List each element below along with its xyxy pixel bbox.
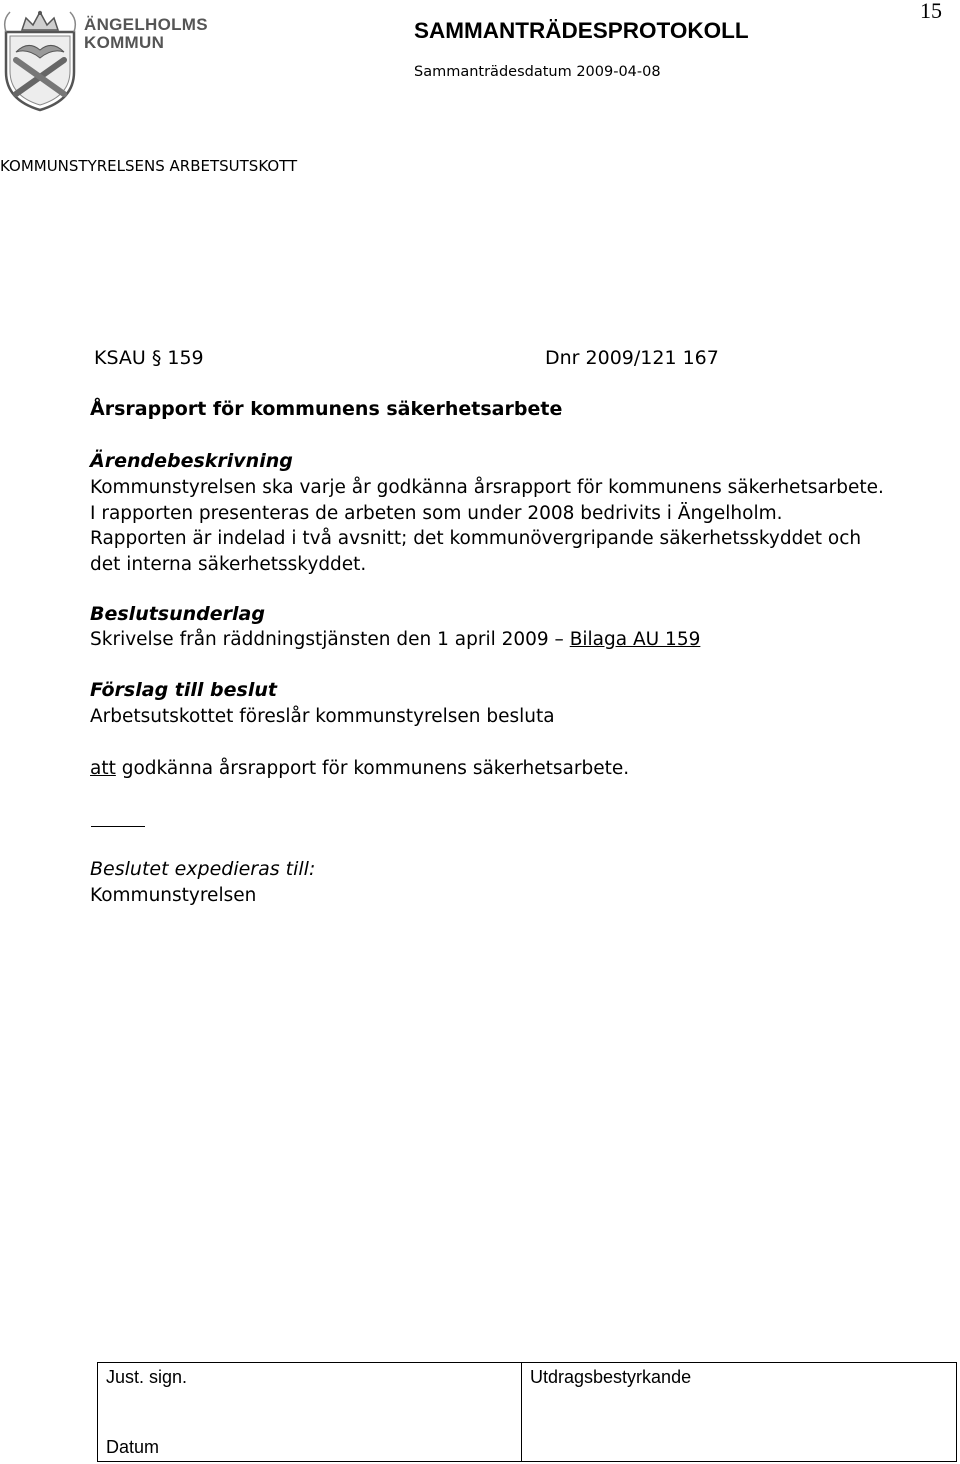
extract-certified-label: Utdragsbestyrkande <box>530 1367 692 1387</box>
description-line: Kommunstyrelsen ska varje år godkänna årsrapport för kommunens säkerhetsarbete. <box>90 477 884 498</box>
committee-name: KOMMUNSTYRELSENS ARBETSUTSKOTT <box>0 157 298 175</box>
description-line: det interna säkerhetsskyddet. <box>90 553 367 575</box>
dispatch-heading: Beslutet expedieras till: <box>90 858 316 880</box>
municipality-coat-of-arms-logo <box>2 8 78 112</box>
meeting-date: Sammanträdesdatum 2009-04-08 <box>414 64 661 80</box>
description-heading: Ärendebeskrivning <box>90 450 293 472</box>
proposal-text: Arbetsutskottet föreslår kommunstyrelsen besluta <box>90 706 555 727</box>
diary-number: Dnr 2009/121 167 <box>545 347 719 369</box>
municipality-name-line2: KOMMUN <box>84 33 165 52</box>
basis-text: Skrivelse från räddningstjänsten den 1 april 2009 – <box>90 629 570 650</box>
attachment-reference: Bilaga AU 159 <box>569 629 701 650</box>
case-title: Årsrapport för kommunens säkerhetsarbete <box>90 398 563 420</box>
dispatch-recipient: Kommunstyrelsen <box>90 885 257 906</box>
case-reference: KSAU § 159 <box>94 347 204 369</box>
description-line: I rapporten presenteras de arbeten som under 2008 bedrivits i Ängelholm. <box>90 502 783 524</box>
signature-table <box>97 1362 957 1462</box>
decision-body: godkänna årsrapport för kommunens säkerhetsarbete. <box>115 758 630 779</box>
page-number: 15 <box>920 0 942 23</box>
basis-heading: Beslutsunderlag <box>90 603 265 625</box>
document-title: SAMMANTRÄDESPROTOKOLL <box>414 18 749 43</box>
description-body <box>90 475 884 577</box>
decision-att: att <box>90 758 116 779</box>
separator-line <box>91 826 145 827</box>
municipality-name <box>84 16 208 52</box>
proposal-heading: Förslag till beslut <box>90 679 277 701</box>
basis-body <box>90 627 700 653</box>
description-line: Rapporten är indelad i två avsnitt; det kommunövergripande säkerhetsskyddet och <box>90 528 862 549</box>
date-label: Datum <box>106 1437 160 1457</box>
just-sign-label: Just. sign. <box>106 1367 188 1387</box>
extract-certified-cell <box>522 1363 957 1462</box>
municipality-name-line1: ÄNGELHOLMS <box>84 15 208 34</box>
decision-text <box>90 756 629 782</box>
just-sign-cell <box>98 1363 522 1462</box>
